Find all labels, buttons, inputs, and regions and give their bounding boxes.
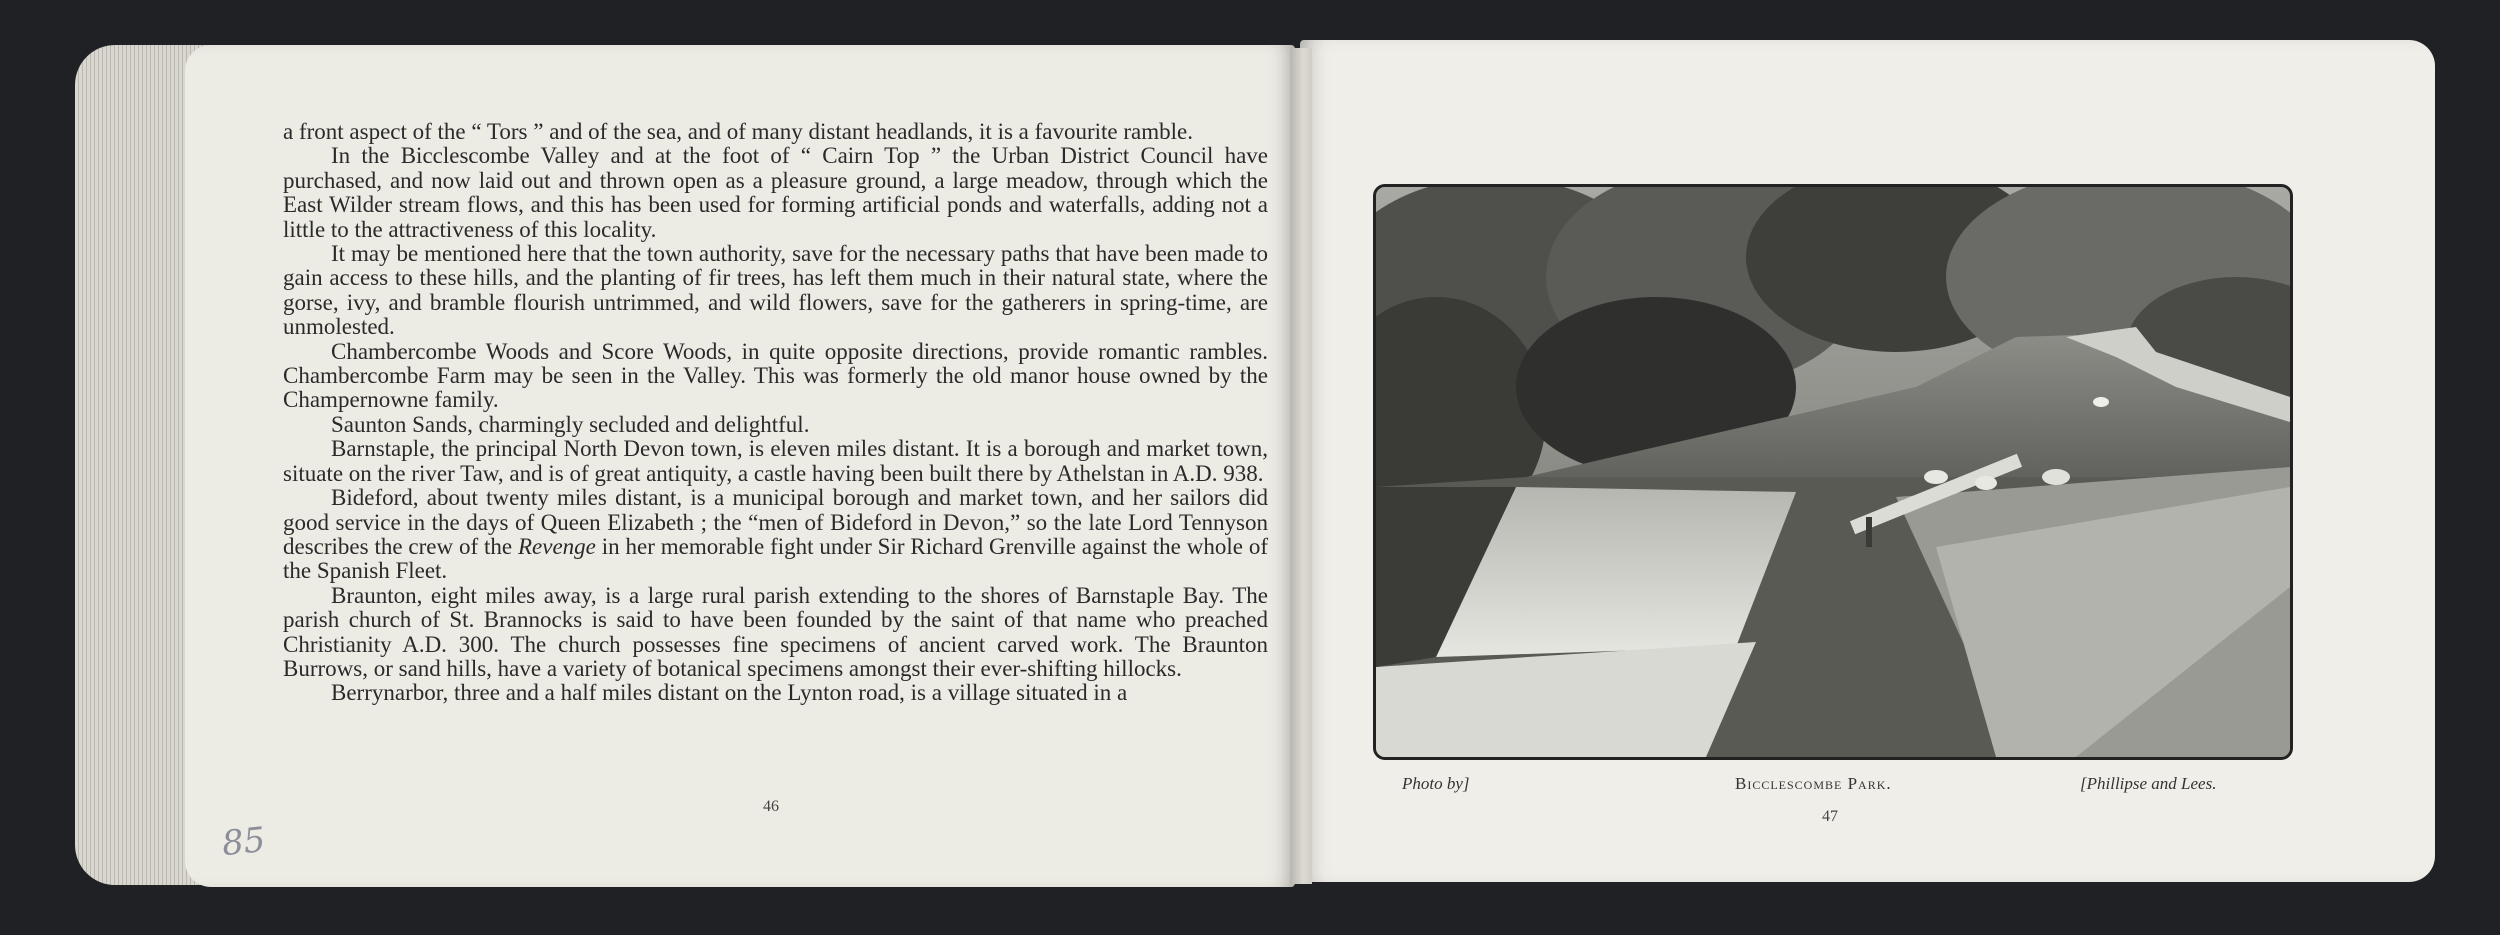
paragraph: Braunton, eight miles away, is a large rural parish extending to the shores of Barnstaple Bay. The parish church of St. Brannocks is said to have been founded by the saint of that name who preached Christianity A.D. 300. The church possesses fine specimens of ancient carved work. The Braunton Burrows, or sand hills, have a variety of botanical specimens amongst their ever-shifting hillocks. bbox=[283, 582, 1268, 681]
paragraph: In the Bicclescombe Valley and at the foot of “ Cairn Top ” the Urban District Council have purchased, and now laid out and thrown open as a pleasure ground, a large meadow, through which the East Wilder stream flows, and this has been used for forming artificial ponds and waterfalls, adding not a little to the attractiveness of this locality. bbox=[283, 143, 1268, 242]
caption-photo-credit-label: Photo by] bbox=[1402, 774, 1470, 793]
paragraph: a front aspect of the “ Tors ” and of the sea, and of many distant headlands, it is a favourite ramble. bbox=[283, 119, 1193, 144]
paragraph-text: Bideford, about twenty miles distant, is a municipal borough and market town, and her sailors did good service in the days of Queen Elizabeth ; the “men of Bideford in Devon,” so the late Lord Tennyson describes the crew of the bbox=[283, 485, 1268, 559]
page-number-right: 47 bbox=[1822, 808, 1838, 825]
paragraph-bideford bbox=[283, 486, 1268, 584]
caption-photographer: [Phillipse and Lees. bbox=[2080, 774, 2217, 793]
paragraph-text: in her memorable fight under Sir Richard Grenville against the whole of the Spanish Fleet. bbox=[283, 533, 1269, 584]
paragraph: Berrynarbor, three and a half miles distant on the Lynton road, is a village situated in a bbox=[331, 680, 1128, 706]
photograph-bicclescombe-park bbox=[1373, 184, 2293, 760]
paragraph: Saunton Sands, charmingly secluded and delightful. bbox=[331, 411, 810, 437]
book-gutter bbox=[1290, 48, 1312, 884]
caption-title: Bicclescombe Park. bbox=[1735, 774, 1892, 793]
left-page-text bbox=[283, 120, 1268, 706]
page-number-left: 46 bbox=[763, 798, 779, 815]
handwritten-annotation: 85 bbox=[220, 819, 268, 865]
paragraph: Barnstaple, the principal North Devon town, is eleven miles distant. It is a borough and market town, situate on the river Taw, and is of great antiquity, a castle having been built there by Athelstan in A.D. 938. bbox=[283, 436, 1268, 486]
ship-name: Revenge bbox=[518, 533, 596, 559]
park-photo-illustration bbox=[1376, 187, 2290, 757]
paragraph: It may be mentioned here that the town authority, save for the necessary paths that have been made to gain access to these hills, and the planting of fir trees, has left them much in their natural state, where the gorse, ivy, and bramble flourish untrimmed, and wild flowers, save for the gatherers in spring-time, are unmolested. bbox=[283, 241, 1268, 340]
paragraph: Chambercombe Woods and Score Woods, in quite opposite directions, provide romantic rambles. Chambercombe Farm may be seen in the Valley. This was formerly the old manor house owned by the Champernowne family. bbox=[283, 338, 1268, 413]
